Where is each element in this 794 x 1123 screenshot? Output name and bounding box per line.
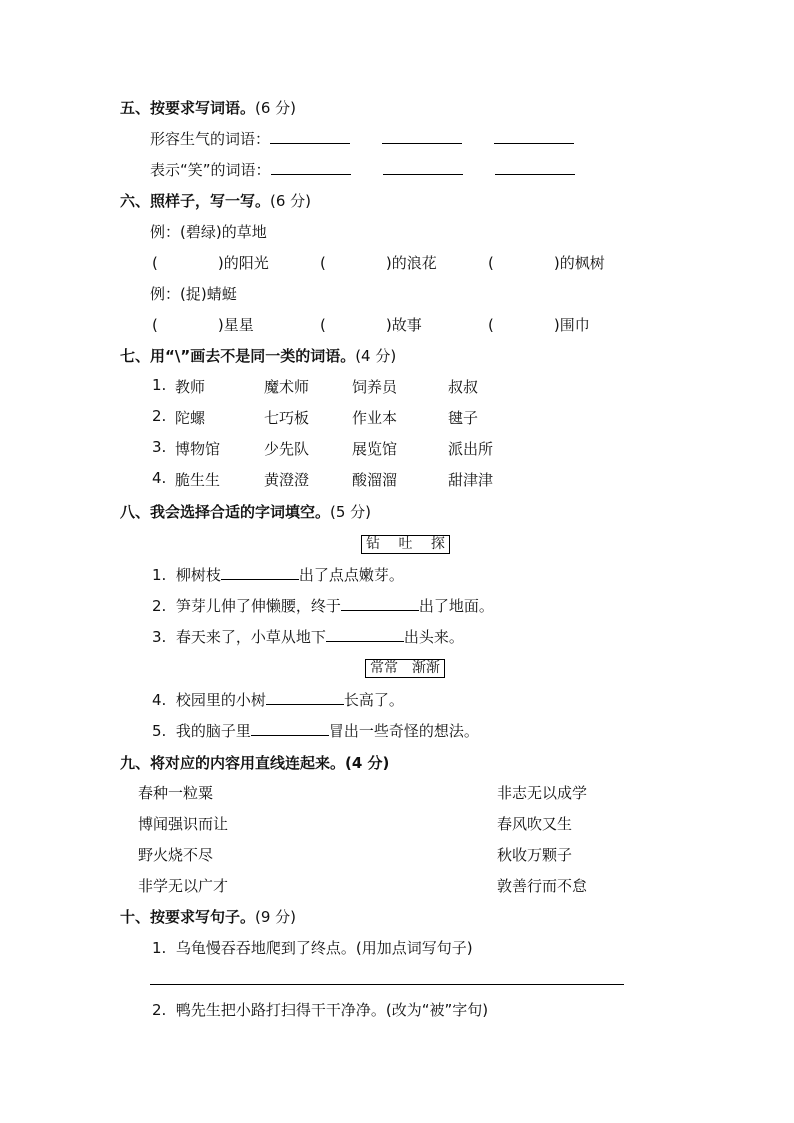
s7-word[interactable]: 黄澄澄 [264, 471, 310, 489]
s10-question-2: 2. 鸭先生把小路打扫得干干净净。(改为“被”字句) [152, 1001, 489, 1019]
s8-question-5: 5. 我的脑子里 冒出一些奇怪的想法。 [152, 722, 479, 740]
s6-item[interactable]: ( )星星 [152, 316, 254, 334]
answer-blank[interactable] [341, 596, 419, 611]
match-right-item[interactable]: 非志无以成学 [497, 784, 588, 802]
s6-example-1: 例：(碧绿)的草地 [150, 223, 267, 241]
section-6-heading: 六、照样子，写一写。(6 分) [120, 192, 312, 210]
s10-question-1: 1. 乌龟慢吞吞地爬到了终点。(用加点词写句子) [152, 939, 473, 957]
s7-number: 4. [152, 469, 167, 487]
answer-blank[interactable] [270, 129, 350, 144]
answer-blank[interactable] [271, 160, 351, 175]
s7-word[interactable]: 少先队 [264, 440, 310, 458]
answer-blank[interactable] [494, 129, 574, 144]
answer-blank[interactable] [266, 690, 344, 705]
section-7-heading: 七、用“\”画去不是同一类的词语。(4 分) [120, 347, 397, 365]
s7-number: 1. [152, 376, 167, 394]
s8-question-1: 1. 柳树枝 出了点点嫩芽。 [152, 566, 404, 584]
s8-question-2: 2. 笋芽儿伸了伸懒腰，终于 出了地面。 [152, 597, 494, 615]
match-left-item[interactable]: 野火烧不尽 [138, 846, 214, 864]
s7-word[interactable]: 脆生生 [175, 471, 221, 489]
s7-word[interactable]: 七巧板 [264, 409, 310, 427]
s7-word[interactable]: 作业本 [352, 409, 398, 427]
s7-word[interactable]: 博物馆 [175, 440, 221, 458]
s6-item[interactable]: ( )的枫树 [488, 254, 605, 272]
s7-word[interactable]: 饲养员 [352, 378, 398, 396]
s7-word[interactable]: 酸溜溜 [352, 471, 398, 489]
section-9-heading: 九、将对应的内容用直线连起来。(4 分) [120, 754, 390, 772]
match-right-item[interactable]: 秋收万颗子 [497, 846, 573, 864]
match-left-item[interactable]: 博闻强识而让 [138, 815, 229, 833]
section-10-heading: 十、按要求写句子。(9 分) [120, 908, 297, 926]
section-8-heading: 八、我会选择合适的字词填空。(5 分) [120, 503, 372, 521]
match-right-item[interactable]: 春风吹又生 [497, 815, 573, 833]
word-choice-box: 钻 吐 探 [361, 535, 450, 554]
answer-blank[interactable] [382, 129, 462, 144]
s7-word[interactable]: 甜津津 [448, 471, 494, 489]
s6-example-2: 例：(捉)蜻蜓 [150, 285, 237, 303]
s6-item[interactable]: ( )故事 [320, 316, 422, 334]
s7-word[interactable]: 魔术师 [264, 378, 310, 396]
s7-word[interactable]: 派出所 [448, 440, 494, 458]
s5-line-1: 形容生气的词语： [150, 128, 574, 149]
s7-word[interactable]: 叔叔 [448, 378, 479, 396]
answer-blank[interactable] [221, 565, 299, 580]
answer-line[interactable] [150, 984, 624, 985]
s7-number: 2. [152, 407, 167, 425]
answer-blank[interactable] [326, 627, 404, 642]
s7-word[interactable]: 展览馆 [352, 440, 398, 458]
answer-blank[interactable] [495, 160, 575, 175]
s6-item[interactable]: ( )围巾 [488, 316, 590, 334]
section-5-heading: 五、按要求写词语。(6 分) [120, 99, 297, 117]
answer-blank[interactable] [251, 721, 329, 736]
s7-word[interactable]: 毽子 [448, 409, 479, 427]
s8-question-3: 3. 春天来了，小草从地下 出头来。 [152, 628, 464, 646]
s7-word[interactable]: 陀螺 [175, 409, 206, 427]
answer-blank[interactable] [383, 160, 463, 175]
s7-number: 3. [152, 438, 167, 456]
match-left-item[interactable]: 春种一粒粟 [138, 784, 214, 802]
match-right-item[interactable]: 敦善行而不怠 [497, 877, 588, 895]
s6-item[interactable]: ( )的浪花 [320, 254, 437, 272]
s5-line-2: 表示“笑”的词语： [150, 159, 575, 180]
s7-word[interactable]: 教师 [175, 378, 206, 396]
s6-item[interactable]: ( )的阳光 [152, 254, 269, 272]
match-left-item[interactable]: 非学无以广才 [138, 877, 229, 895]
s8-question-4: 4. 校园里的小树 长高了。 [152, 691, 404, 709]
word-choice-box: 常常 渐渐 [365, 659, 445, 678]
